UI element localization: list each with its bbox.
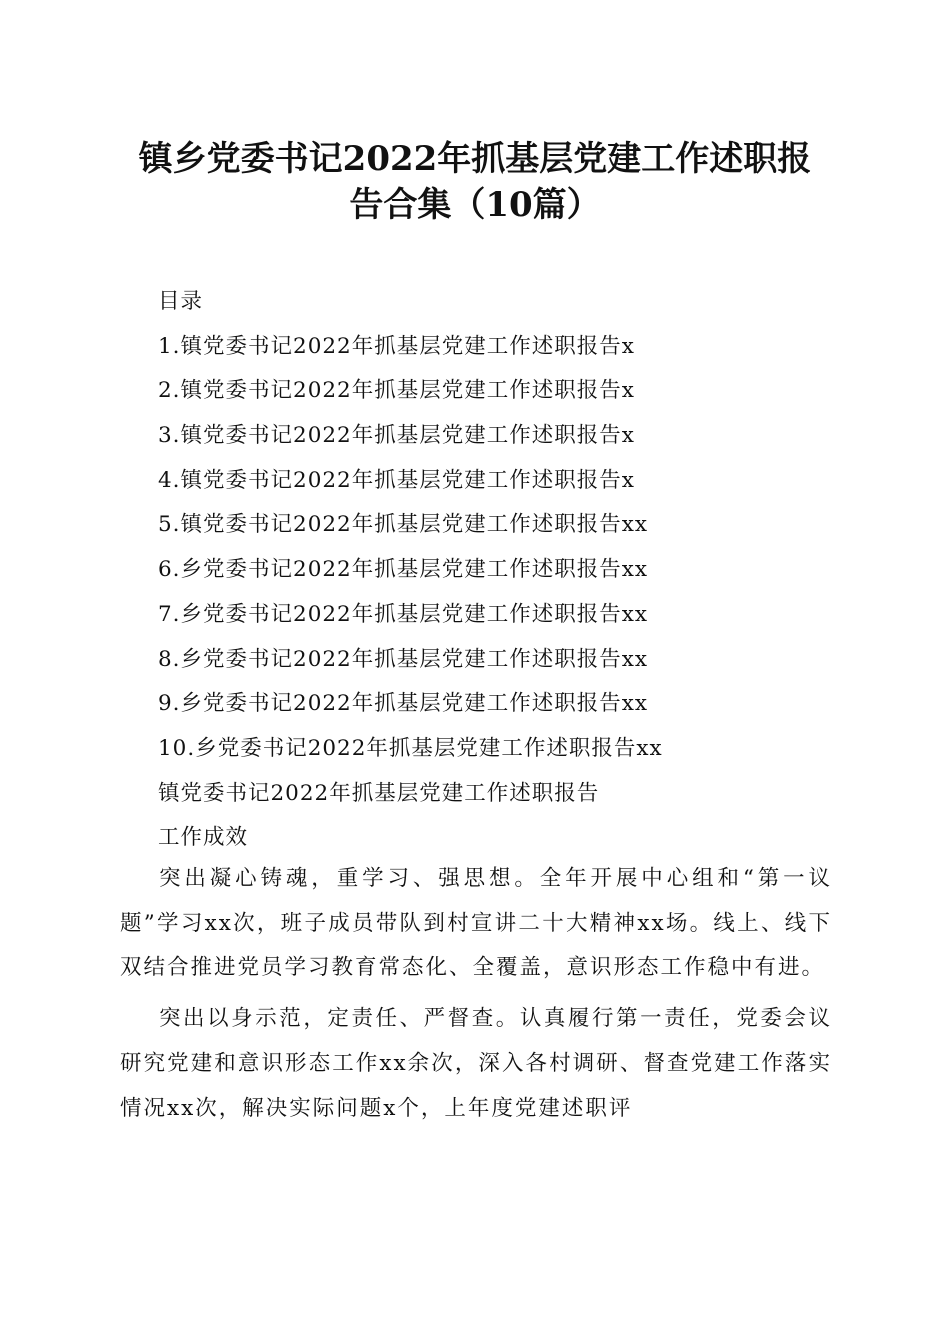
body-text xyxy=(120,857,832,1137)
paragraph-2: 突出以身示范，定责任、严督查。认真履行第一责任，党委会议研究党建和意识形态工作xx余次，深入各村调研、督查党建工作落实情况xx次，解决实际问题x个，上年度党建述职评 xyxy=(120,1006,832,1121)
toc-item-7: 7.乡党委书记2022年抓基层党建工作述职报告xx xyxy=(158,601,648,627)
title-line-1: 镇乡党委书记2022年抓基层党建工作述职报 xyxy=(138,139,812,179)
toc-item-3: 3.镇党委书记2022年抓基层党建工作述职报告x xyxy=(158,423,635,449)
subsection-title: 工作成效 xyxy=(158,825,249,851)
document-title xyxy=(110,136,840,228)
toc-item-6: 6.乡党委书记2022年抓基层党建工作述职报告xx xyxy=(158,557,648,583)
paragraph-1: 突出凝心铸魂，重学习、强思想。全年开展中心组和“第一议题”学习xx次，班子成员带队到村宣讲二十大精神xx场。线上、线下双结合推进党员学习教育常态化、全覆盖，意识形态工作稳中有进。 xyxy=(120,866,832,981)
title-line-2: 告合集（10篇） xyxy=(349,185,601,225)
toc-item-1: 1.镇党委书记2022年抓基层党建工作述职报告x xyxy=(158,333,635,359)
toc-item-10: 10.乡党委书记2022年抓基层党建工作述职报告xx xyxy=(158,735,663,761)
toc-item-5: 5.镇党委书记2022年抓基层党建工作述职报告xx xyxy=(158,512,648,538)
toc-item-2: 2.镇党委书记2022年抓基层党建工作述职报告x xyxy=(158,378,635,404)
toc-item-8: 8.乡党委书记2022年抓基层党建工作述职报告xx xyxy=(158,646,648,672)
section-title: 镇党委书记2022年抓基层党建工作述职报告 xyxy=(158,780,600,806)
toc-item-4: 4.镇党委书记2022年抓基层党建工作述职报告x xyxy=(158,467,635,493)
table-of-contents xyxy=(158,280,858,861)
toc-item-9: 9.乡党委书记2022年抓基层党建工作述职报告xx xyxy=(158,691,648,717)
toc-heading: 目录 xyxy=(158,289,204,314)
